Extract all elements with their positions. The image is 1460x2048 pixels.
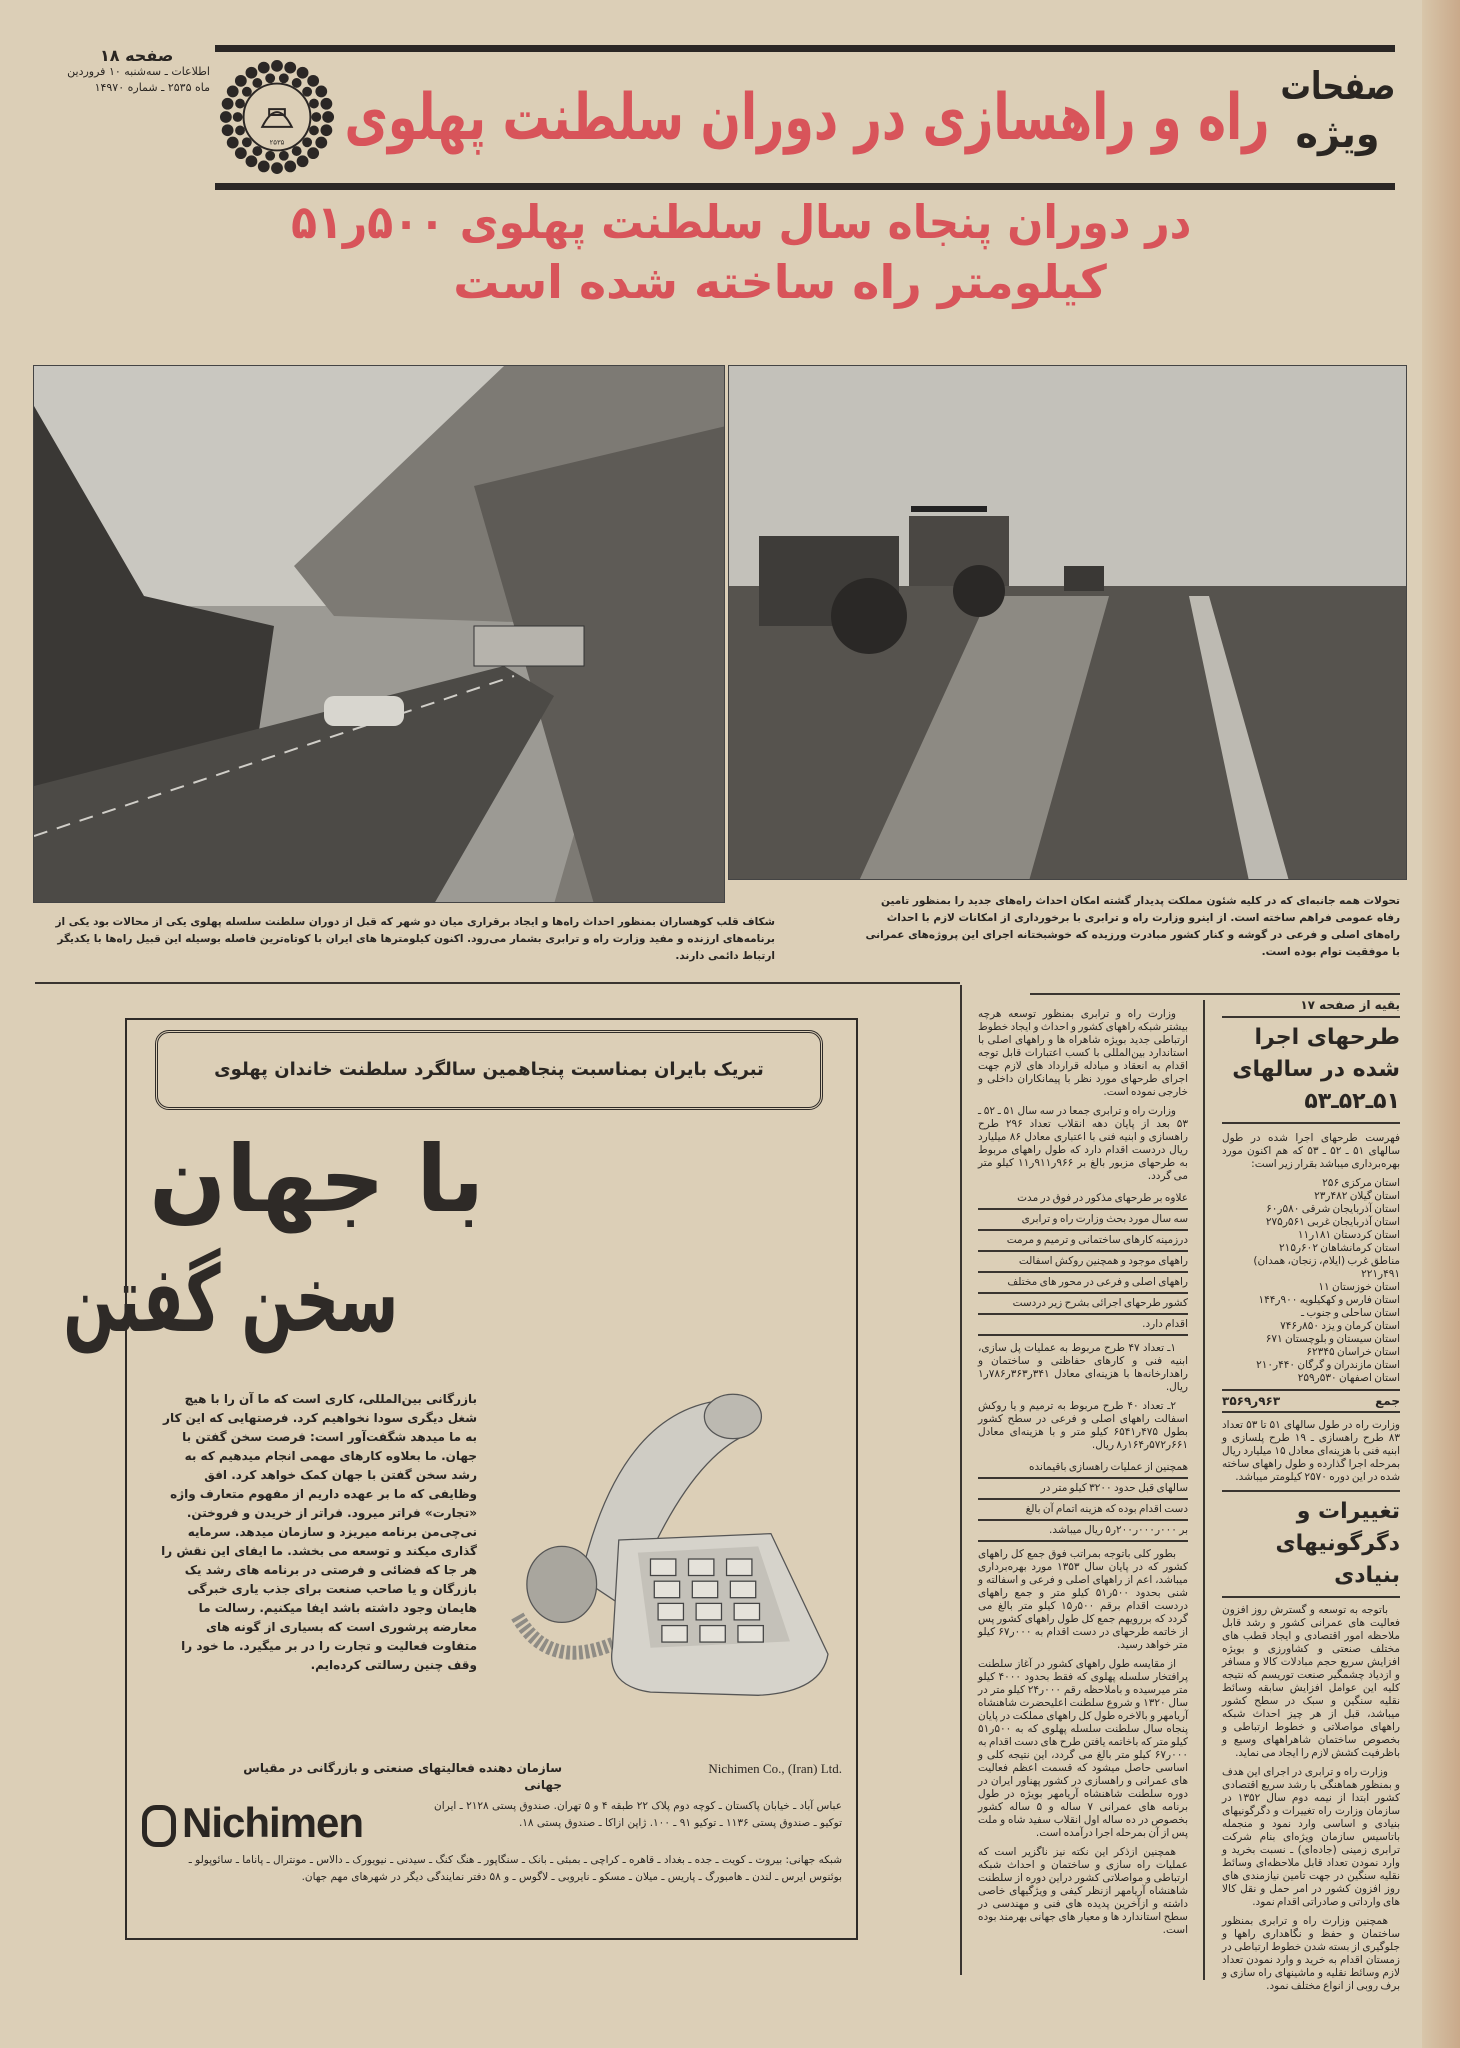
ad-headline xyxy=(63,1120,487,1360)
emblem-dot xyxy=(258,160,270,172)
province-item: استان خراسان ۶۲۳۴۵ xyxy=(1306,1346,1400,1358)
emblem-dot xyxy=(222,98,234,110)
emblem-dot xyxy=(307,75,319,87)
right-column xyxy=(1222,998,1400,1999)
caption-rule-right xyxy=(1030,993,1400,995)
paragraph: از مقایسه طول راههای کشور در آغاز سلطنت پرافتخار سلسله پهلوی که فقط بحدود ۴۰۰۰ کیلو متر میرسیده و باملاحظه رقم ۰۰۰ر۲۴ کیلو متر در سال ۱۳۲۰ و شروع سلطنت اعلیحضرت شاهنشاه آریامهر و بالاخره طول کل راههای مملکت در پایان پنجاه سال سلطنت سلسله پهلوی که به ۵۰۰ر۵۱ کیلو متر که باخاتمه یافتن طرح های دست اقدام به ۰۰۰ر۶۷ کیلو متر بالغ می گردد، این نتیجه کلی و اساسی حاصل میشود که قسمت اعظم فعالیت های عمرانی و راهسازی در کشور پهناور ایران در دوره سلطنت شاهنشاه آریامهر بویژه در طول برنامه های عمرانی ۷ ساله و ۵ ساله کشور بخصوص در ده ساله اول انقلاب سفید شاه و ملت پس از آن بمرحله اجرا درآمده است. xyxy=(978,1658,1189,1839)
emblem-dot xyxy=(320,98,332,110)
ad-headline-line-2: سخن گفتن xyxy=(63,1246,399,1353)
telephone-illustration xyxy=(492,1340,847,1740)
emblem-dot xyxy=(284,160,296,172)
ruled-line: دست اقدام بوده که هزینه اتمام آن بالغ xyxy=(978,1500,1188,1521)
total-value: ۹۶۳ر۳۵۶۹ xyxy=(1222,1394,1281,1408)
ruled-line: کشور طرحهای اجرائی بشرح زیر دردست xyxy=(978,1294,1188,1315)
province-item: استان مرکزی ۲۵۶ xyxy=(1322,1177,1400,1189)
nichimen-emblem-icon xyxy=(142,1805,176,1847)
emblem-dot xyxy=(320,124,332,136)
middle-column xyxy=(978,1008,1188,1943)
heading-changes: تغییرات و دگرگونیهای بنیادی xyxy=(1275,1499,1400,1588)
newspaper-emblem-logo xyxy=(218,58,336,176)
address-line: توکیو ـ صندوق پستی ۱۱۳۶ ـ توکیو ۹۱ ـ ۱۰۰. ژاپن ازاکا ـ صندوق پستی ۱۸. xyxy=(518,1817,842,1829)
emblem-dot xyxy=(279,73,289,83)
paragraph: وزارت راه و ترابری بمنظور توسعه هرچه بیشتر شبکه راههای کشور و احداث و ایجاد خطوط ارتباطی جدید بویژه شاهراه ها و راههای اصلی با استاندارد بین‌المللی با کسب اعتبارات قابل توجه اقدام به انعقاد و مبادله قرارداد های لازم جهت اجرای طرحهای مورد نظر با پیمانکاران داخلی و خارجی نموده است. xyxy=(978,1008,1188,1098)
emblem-dot xyxy=(292,146,302,156)
province-item: استان سیستان و بلوچستان ۶۷۱ xyxy=(1265,1333,1400,1345)
address-line: عباس آباد ـ خیابان پاکستان ـ کوچه دوم پلاک ۲۲ طبقه ۴ و ۵ تهران. صندوق پستی ۲۱۲۸ ـ ایران xyxy=(434,1800,842,1812)
total-label: جمع xyxy=(1375,1394,1400,1408)
column-divider xyxy=(960,985,962,1975)
emblem-dot xyxy=(252,78,262,88)
ruled-line: درزمینه کارهای ساختمانی و ترمیم و مرمت xyxy=(978,1231,1188,1252)
emblem-dot xyxy=(265,73,275,83)
phone-key xyxy=(650,1559,675,1575)
emblem-dot xyxy=(302,137,312,147)
main-headline: راه و راهسازی در دوران سلطنت پهلوی xyxy=(344,81,1271,155)
total-row xyxy=(1222,1389,1400,1413)
emblem-dot xyxy=(265,151,275,161)
province-item: استان فارس و کهکیلویه ۹۰۰ر۱۴۴ xyxy=(1258,1294,1400,1306)
emblem-dot xyxy=(252,146,262,156)
article-paragraph xyxy=(1222,1604,1400,1993)
emblem-dot xyxy=(322,111,334,123)
list-item: ۱ـ تعداد ۴۷ طرح مربوط به عملیات پل سازی، ابنیه فنی و کارهای حفاظتی و ساختمان و راهدارخانه‌ها با هزینه‌ای معادل ۳۴۱ر۳۶۳ر۷۸۶ر۱ ریال. xyxy=(978,1342,1188,1393)
company-english-name: Nichimen Co., (Iran) Ltd. xyxy=(708,1761,842,1776)
section-label-1: صفحات xyxy=(1280,64,1396,108)
emblem-dot xyxy=(315,137,327,149)
emblem-dot xyxy=(235,99,245,109)
emblem-dot xyxy=(246,67,258,79)
continued-from-label: بقیه از صفحه ۱۷ xyxy=(1300,998,1400,1012)
sub-headline xyxy=(291,192,1230,312)
issue-info xyxy=(45,48,210,96)
emblem-dot xyxy=(227,86,239,98)
header-bottom-rule xyxy=(215,183,1395,190)
heading-projects: طرحهای اجرا شده در سالهای ۵۱ـ۵۲ـ۵۳ xyxy=(1232,1025,1400,1114)
nichimen-logo xyxy=(142,1798,363,1848)
paragraph: باتوجه به توسعه و گسترش روز افزون فعالیت های عمرانی کشور و رشد قابل ملاحظه امور اقتصادی و ایجاد قطب های مختلف صنعتی و کشاورزی و بویژه افزایش سریع حجم مبادلات کالا و مسافر و ازدیاد چشمگیر صنعت توریسم که نتیجه کلیه این عوامل افزایش سابقه وسائط نقلیه سنگین و سبک در سطح کشور میباشد، قبل از هر چیز احداث شبکه راههای مواصلاتی و خطوط ارتباطی و بخصوص ساختمان شاهراههای وسیع و باظرفیت کشش لازم را ایجاد می نماید. xyxy=(1222,1604,1400,1759)
section-heading xyxy=(1222,1016,1400,1124)
province-item: استان آذربایجان غربی ۵۶۱ر۲۷۵ xyxy=(1265,1216,1400,1228)
province-item: استان کردستان ۱۸۱ر۱۱ xyxy=(1297,1229,1400,1241)
paragraph: وزارت راه و ترابری جمعا در سه سال ۵۱ ـ ۵۲ ـ ۵۳ بعد از پایان دهه انقلاب تعداد ۲۹۶ طرح راهسازی و ابنیه فنی با اعتباری معادل ۸۶ میلیارد ریال دردست اقدام دارد که طول راههای مربوط به طرحهای مزبور بالغ بر ۹۶۶ر۹۱۱ر۱۱ کیلو متر می گردد. xyxy=(978,1105,1188,1182)
ad-congratulation-banner: تبریک بایران بمناسبت پنجاهمین سالگرد سلطنت خاندان پهلوی xyxy=(155,1030,823,1110)
emblem-dot xyxy=(242,137,252,147)
province-item: استان آذربایجان شرقی ۵۸۰ر۶۰ xyxy=(1266,1203,1400,1215)
province-item: استان گیلان ۴۸۲ر۲۳ xyxy=(1314,1190,1400,1202)
paragraph: بطور کلی باتوجه بمراتب فوق جمع کل راههای کشور که در پایان سال ۱۳۵۳ مورد بهره‌برداری میباشد، اعم از راههای اصلی و فرعی و اسفالته و شنی بحدود ۵۰۰ر۵۱ کیلو متر و جمع راههای دردست اقدام برقم ۵۰۰ر۱۵ کیلو متر بالغ می گردد که بررویهم جمع کل طول راههای کشور پس از خاتمه طرحهای در دست اقدام به ۰۰۰ر۶۷ کیلو متر خواهد رسید. xyxy=(978,1548,1189,1651)
emblem-dot xyxy=(242,87,252,97)
emblem-dot xyxy=(235,126,245,136)
issue-line-1: اطلاعات ـ سه‌شنبه ۱۰ فروردین xyxy=(67,65,210,78)
network-line: شبکه جهانی: بیروت ـ کویت ـ جده ـ بغداد ـ قاهره ـ کراچی ـ بمبئی ـ بانک ـ سنگاپور ـ هنگ کنگ ـ سیدنی ـ نیویورک ـ دالاس ـ مونترال ـ پاناما ـ سائوپولو ـ xyxy=(188,1854,842,1866)
mountain-road-photo xyxy=(33,365,725,903)
emblem-dot xyxy=(284,62,296,74)
paragraph: همچنین ازذکر این نکته نیز ناگزیر است که عملیات راه سازی و ساختمان و احداث شبکه ارتباطی و مواصلاتی کشور دراین دوره از سلطنت شاهنشاه آریامهر ازنظر کیفی و ویژگیهای خاصی داشته و ازآخرین پدیده های فنی و مهندسی در سطح استاندارد ها و معیار های جهانی بهرمند بوده است. xyxy=(978,1846,1188,1936)
emblem-dot xyxy=(220,111,232,123)
company-address xyxy=(375,1798,842,1832)
list-item: ۲ـ تعداد ۴۰ طرح مربوط به ترمیم و یا روکش اسفالت راههای اصلی و فرعی در سطح کشور بطول ۴۷۵ر۶۵۴۱ کیلو متر و با هزینه‌ای معادل ۶۶۱ر۵۷۲ر۱۶۴ر۸ ریال. xyxy=(978,1400,1188,1451)
summary-paragraph: وزارت راه در طول سالهای ۵۱ تا ۵۳ تعداد ۸۳ طرح راهسازی ـ ۱۹ طرح پلسازی و ابنیه فنی با هزینه‌ای معادل ۱۵ میلیارد ریال بمرحله اجرا گذارده و طول راههای ساخته شده در این دوره ۲۵۷۰ کیلومتر میباشد. xyxy=(1222,1419,1400,1483)
emblem-dot xyxy=(233,112,243,122)
province-item: استان اصفهان ۵۳۰ر۲۵۹ xyxy=(1297,1372,1400,1384)
emblem-dot xyxy=(309,126,319,136)
phone-key xyxy=(662,1626,687,1642)
emblem-dot xyxy=(258,62,270,74)
ad-body-text: بازرگانی بین‌المللی، کاری است که ما آن را با هیچ شغل دیگری سودا نخواهیم کرد. فرصتهایی که این کار به ما میدهد شگفت‌آور است: فرصت سخن گفتن با جهان. ما بعلاوه کارهای مهمی انجام میدهیم که به رشد سخن گفتن با جهان کمک خواهد کرد. افق وظایفی که ما بر عهده داریم از مفهوم متعارف واژه «تجارت» فراتر میرود. فراتر از خریدن و فروختن. نی‌چی‌من برنامه میریزد و سازمان میدهد. سرمایه گذاری میکند و توسعه می بخشد. ما ایفای این نقش را هر جا که فضائی و فرصتی در برنامه های رشد یک بازرگان و یا صاحب صنعت برای جذب یاری خبرگی هایمان وجود داشته باشد ایفا میکنیم. رسالت ما معارضه پرشوری است که بسیاری از گونه های متفاوت فعالیت و تجارت را در بر میگیرد. ما خود را وقف چنین رسالتی کرده‌ایم. xyxy=(161,1392,477,1672)
emblem-dot xyxy=(222,124,234,136)
ruled-line: اقدام دارد. xyxy=(978,1315,1188,1336)
emblem-dot xyxy=(297,67,309,79)
caption-rule-left xyxy=(35,982,960,984)
ruled-line: راههای موجود و همچنین روکش اسفالت xyxy=(978,1252,1188,1273)
phone-key xyxy=(692,1581,717,1597)
phone-key xyxy=(738,1626,763,1642)
province-item: استان خوزستان ۱۱ xyxy=(1318,1281,1400,1293)
emblem-dot xyxy=(302,87,312,97)
province-item: استان مازندران و گرگان ۴۴۰ر۲۱۰ xyxy=(1256,1359,1400,1371)
intro-paragraph: فهرست طرحهای اجرا شده در طول سالهای ۵۱ ـ ۵۲ ـ ۵۳ که هم اکنون مورد بهره‌برداری میباشد بقرار زیر است: xyxy=(1222,1132,1400,1170)
phone-key xyxy=(730,1581,755,1597)
province-item: استان ساحلی و جنوب ـ xyxy=(1301,1307,1400,1319)
ad-headline-line-1: با جهان xyxy=(148,1126,484,1233)
left-photo-caption: شکاف قلب کوهساران بمنظور احداث راه‌ها و ایجاد برقراری میان دو شهر که قبل از دوران سلطنت سلسله پهلوی یکی از محالات بود یکی از برنامه‌های ارزنده و مفید وزارت راه و ترابری بشمار می‌رود. اکنون کیلومترها های ایران با کوتاه‌ترین فاصله بوسیله این قبیل راه‌ها با یکدیگر ارتباط دائمی دارند. xyxy=(55,916,775,962)
section-label-2: ویژه xyxy=(1295,112,1380,156)
paragraph: وزارت راه و ترابری در اجرای این هدف و بمنظور هماهنگی با رشد سریع اقتصادی کشور ابتدا از نیمه دوم سال ۱۳۵۲ در سازمان وزارت راه تغییرات و دگرگونیهای بنیادی و اساسی وارد نمود و منجمله باتاسیس سازمان ویژه‌ای بنام شرکت ترابری زمینی (جاده‌ای) ـ نسبت بخرید و وارد نمودن تعداد قابل ملاحظه‌ای وسائط نقلیه سنگین در جهت تامین نیازمندی های روز افزون کشور در امر حمل و نقل کالا های وارداتی و صادراتی اقدام نمود. xyxy=(1222,1766,1400,1908)
sub-headline-line-1: در دوران پنجاه سال سلطنت پهلوی ۵۰۰ر۵۱ xyxy=(291,195,1192,249)
province-item: استان کرمانشاهان ۶۰۲ر۲۱۵ xyxy=(1279,1242,1400,1254)
emblem-dot xyxy=(279,151,289,161)
column-divider xyxy=(1203,1000,1205,1980)
phone-key xyxy=(654,1581,679,1597)
page-number: صفحه ۱۸ xyxy=(100,46,174,65)
paragraph: همچنین وزارت راه و ترابری بمنظور ساختمان و حفظ و نگاهداری راهها و جلوگیری از بسته شدن خطوط ارتباطی در زمستان اقدام به خرید و وارد نمودن تعداد لازم وسائط نقلیه و ماشینهای راه سازی و برف روبی از انواع مختلف نمود. xyxy=(1222,1915,1400,1992)
emblem-dot xyxy=(235,75,247,87)
page-edge xyxy=(1422,0,1460,2048)
section-heading xyxy=(1222,1490,1400,1598)
province-list xyxy=(1222,1177,1400,1385)
ad-footer-brand-row xyxy=(142,1798,842,1848)
nichimen-advertisement xyxy=(63,1018,858,1940)
sub-headline-line-2: کیلومتر راه ساخته شده است xyxy=(453,255,1107,309)
emblem-dot xyxy=(292,78,302,88)
emblem-dot xyxy=(271,162,283,174)
emblem-dot xyxy=(271,60,283,72)
phone-key xyxy=(658,1603,683,1619)
ruled-text-block xyxy=(978,1458,1188,1542)
province-item: مناطق غرب (ایلام، زنجان، همدان) ۴۹۱ر۲۲۱ xyxy=(1253,1255,1400,1280)
ad-footer-top-row xyxy=(142,1760,842,1794)
ruled-line: بر ۰۰۰ر۰۰۰ر۲۰۰ر۵ ریال میباشد. xyxy=(978,1521,1188,1542)
emblem-dot xyxy=(246,155,258,167)
phone-key xyxy=(700,1626,725,1642)
issue-line-2: ماه ۲۵۳۵ ـ شماره ۱۴۹۷۰ xyxy=(94,81,210,94)
brand-name: Nichimen xyxy=(182,1799,364,1846)
ad-tagline: سازمان دهنده فعالیتهای صنعتی و بازرگانی در مقیاس جهانی xyxy=(243,1761,562,1792)
phone-key xyxy=(727,1559,752,1575)
ruled-line: همچنین از عملیات راهسازی باقیمانده xyxy=(978,1458,1188,1479)
global-network xyxy=(142,1852,842,1886)
ruled-line: سه سال مورد بحث وزارت راه و ترابری xyxy=(978,1210,1188,1231)
logo-text: ۲۵۳۵ xyxy=(269,138,285,147)
emblem-dot xyxy=(309,99,319,109)
ruled-line: علاوه بر طرحهای مذکور در فوق در مدت xyxy=(978,1189,1188,1210)
network-line: بوئنوس ایرس ـ لندن ـ هامبورگ ـ پاریس ـ میلان ـ مسکو ـ نایروبی ـ لاگوس ـ و ۵۸ دفتر نمایندگی دیگر در شهرهای مهم جهان. xyxy=(301,1871,842,1883)
header-top-rule xyxy=(215,45,1395,52)
emblem-dot xyxy=(315,86,327,98)
emblem-dot xyxy=(311,112,321,122)
ruled-text-block xyxy=(978,1189,1188,1336)
special-pages-label xyxy=(1280,62,1395,158)
phone-key xyxy=(734,1603,759,1619)
emblem-dot xyxy=(227,137,239,149)
tractor-road-construction-photo xyxy=(728,365,1407,880)
ad-footer xyxy=(142,1760,842,1886)
ruled-line: راههای اصلی و فرعی در محور های مختلف xyxy=(978,1273,1188,1294)
province-item: استان کرمان و یزد ۸۵۰ر۷۴۶ xyxy=(1280,1320,1400,1332)
emblem-dot xyxy=(307,147,319,159)
emblem-dot xyxy=(235,147,247,159)
phone-key xyxy=(696,1603,721,1619)
phone-key xyxy=(689,1559,714,1575)
emblem-dot xyxy=(297,155,309,167)
ruled-line: سالهای قبل حدود ۳۲۰۰ کیلو متر در xyxy=(978,1479,1188,1500)
right-photo-caption: تحولات همه جانبه‌ای که در کلیه شئون مملکت پدیدار گشته امکان احداث راه‌های جدید را بمنظور تامین رفاه عمومی فراهم ساخته است. از اینرو وزارت راه و ترابری با برخورداری از امکانات لازم با احداث راه‌های اصلی و فرعی در گوشه و کنار کشور مبادرت ورزیده که خوشبختانه اجرای این پروژه‌های عمرانی با موفقیت توام بوده است. xyxy=(865,895,1400,958)
